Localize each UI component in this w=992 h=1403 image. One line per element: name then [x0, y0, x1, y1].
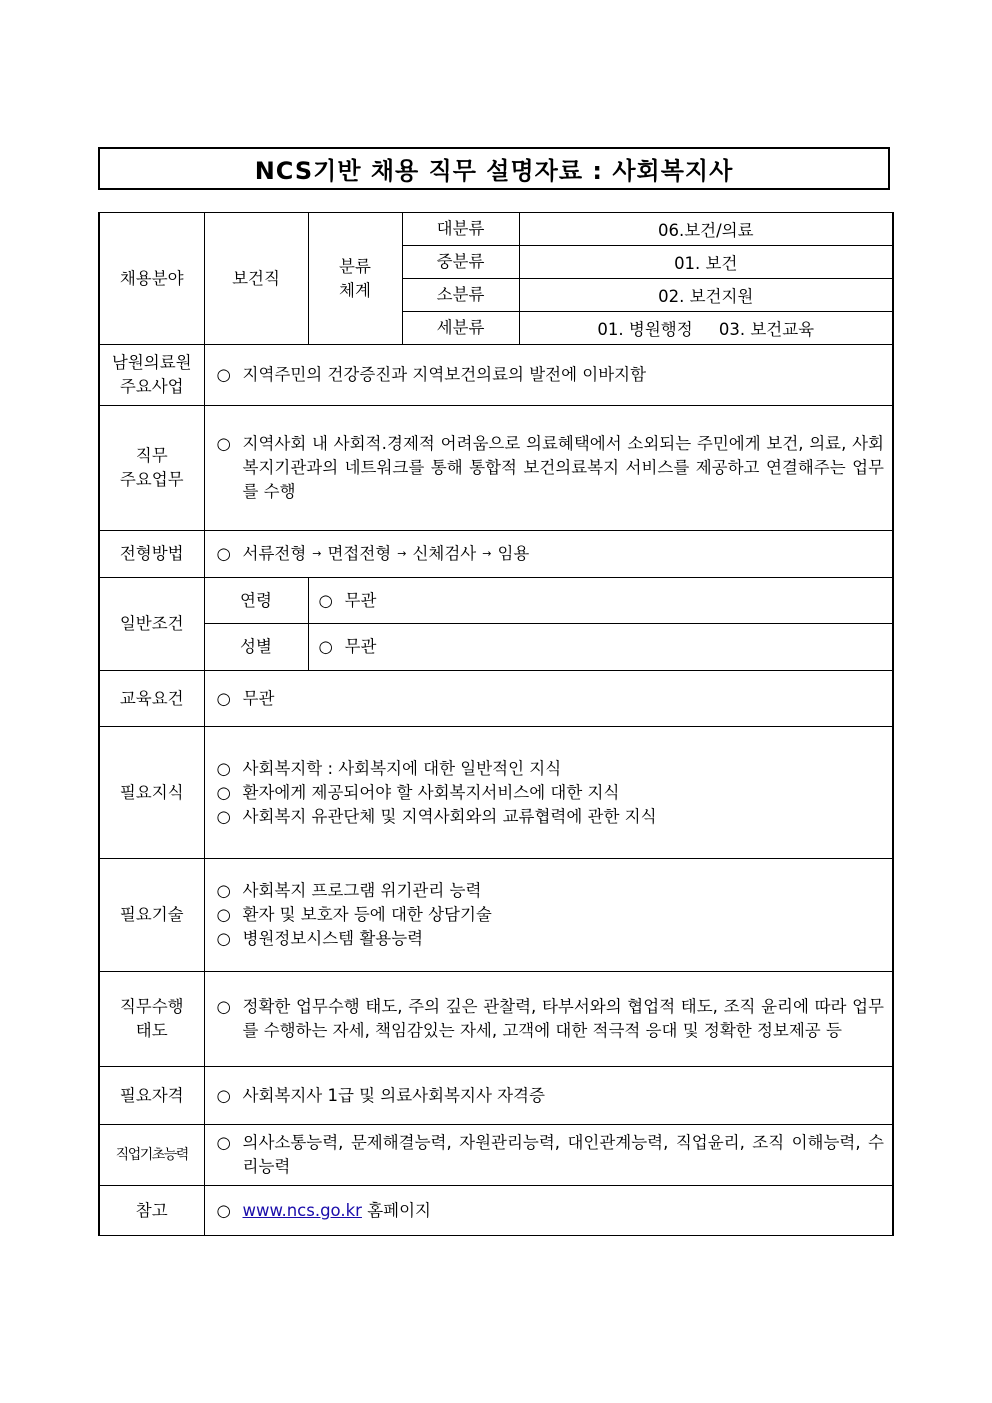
list-item: ○ 환자에게 제공되어야 할 사회복지서비스에 대한 지식 [217, 781, 885, 805]
class-level-detail: 세분류 [402, 312, 519, 345]
class-level-middle: 중분류 [402, 246, 519, 279]
class-value-minor: 02. 보건지원 [519, 279, 893, 312]
step-4: 임용 [497, 543, 530, 563]
bullet-icon: ○ [216, 1085, 231, 1105]
skills-label: 필요기술 [99, 859, 204, 972]
bullet-icon: ○ [216, 806, 231, 826]
general-label: 일반조건 [99, 578, 204, 671]
step-1: 서류전형 [242, 543, 307, 563]
skills-content [204, 859, 893, 972]
class-level-minor: 소분류 [402, 279, 519, 312]
list-item: ○ 사회복지학 : 사회복지에 대한 일반적인 지식 [217, 757, 885, 781]
bullet-icon: ○ [216, 782, 231, 802]
education-content [204, 671, 893, 727]
bullet-icon: ○ [216, 543, 231, 563]
reference-content [204, 1186, 893, 1236]
duty-content [204, 406, 893, 531]
process-steps [217, 542, 885, 567]
process-content [204, 531, 893, 578]
bullet-icon: ○ [216, 688, 231, 708]
class-value-middle: 01. 보건 [519, 246, 893, 279]
attitude-content [204, 972, 893, 1067]
classification-label: 분류 체계 [308, 213, 402, 345]
competency-label: 직업기초능력 [99, 1125, 204, 1186]
list-item: ○ 환자 및 보호자 등에 대한 상담기술 [217, 903, 885, 927]
arrow-right-icon: → [397, 547, 407, 561]
business-content [204, 345, 893, 406]
list-item: ○ 사회복지 프로그램 위기관리 능력 [217, 879, 885, 903]
class-level-major: 대분류 [402, 213, 519, 246]
job-description-table [98, 212, 894, 1236]
list-item: ○ 사회복지 유관단체 및 지역사회와의 교류협력에 관한 지식 [217, 805, 885, 829]
bullet-icon: ○ [216, 905, 231, 924]
knowledge-content [204, 727, 893, 859]
list-item: ○ 지역주민의 건강증진과 지역보건의료의 발전에 이바지함 [217, 363, 885, 387]
business-label: 남원의료원 주요사업 [99, 345, 204, 406]
reference-label: 참고 [99, 1186, 204, 1236]
step-3: 신체검사 [412, 543, 477, 563]
bullet-icon: ○ [318, 590, 333, 610]
class-value-major: 06.보건/의료 [519, 213, 893, 246]
list-item: ○ 병원정보시스템 활용능력 [217, 927, 885, 951]
bullet-icon: ○ [216, 997, 231, 1016]
knowledge-label: 필요지식 [99, 727, 204, 859]
reference-suffix: 홈페이지 [361, 1200, 431, 1220]
bullet-icon: ○ [216, 434, 231, 453]
bullet-icon: ○ [216, 758, 231, 778]
gender-value: ○ 무관 [308, 624, 893, 671]
list-item: ○ 사회복지사 1급 및 의료사회복지사 자격증 [217, 1084, 885, 1108]
age-value: ○ 무관 [308, 578, 893, 624]
qualification-label: 필요자격 [99, 1067, 204, 1125]
education-label: 교육요건 [99, 671, 204, 727]
process-label: 전형방법 [99, 531, 204, 578]
gender-label: 성별 [204, 624, 308, 671]
bullet-icon: ○ [318, 637, 333, 656]
bullet-icon: ○ [216, 1200, 231, 1220]
bullet-icon: ○ [216, 881, 231, 900]
bullet-icon: ○ [216, 365, 231, 384]
arrow-right-icon: → [482, 547, 492, 561]
bullet-icon: ○ [216, 929, 231, 948]
list-item: ○ 정확한 업무수행 태도, 주의 깊은 관찰력, 타부서와의 협업적 태도, 조직 윤리에 따라 업무를 수행하는 자세, 책임감있는 자세, 고객에 대한 적극적 응대 및 정확한 정보제공 등 [216, 997, 884, 1040]
step-2: 면접전형 [327, 543, 392, 563]
competency-content [204, 1125, 893, 1186]
field-value: 보건직 [204, 213, 308, 345]
ncs-website-link[interactable]: www.ncs.go.kr [242, 1200, 362, 1220]
list-item: ○ 지역사회 내 사회적․경제적 어려움으로 의료혜택에서 소외되는 주민에게 보건, 의료, 사회복지기관과의 네트워크를 통해 통합적 보건의료복지 서비스를 제공하고 연결해주는 업무를 수행 [216, 434, 884, 501]
age-label: 연령 [204, 578, 308, 624]
arrow-right-icon: → [312, 547, 322, 561]
class-value-detail: 01. 병원행정 03. 보건교육 [519, 312, 893, 345]
duty-label: 직무 주요업무 [99, 406, 204, 531]
qualification-content [204, 1067, 893, 1125]
bullet-icon: ○ [216, 1133, 231, 1152]
field-label: 채용분야 [99, 213, 204, 345]
list-item: ○ 의사소통능력, 문제해결능력, 자원관리능력, 대인관계능력, 직업윤리, 조직 이해능력, 수리능력 [216, 1133, 884, 1176]
attitude-label: 직무수행 태도 [99, 972, 204, 1067]
list-item: ○ 무관 [217, 687, 885, 711]
page-title: NCS기반 채용 직무 설명자료 : 사회복지사 [98, 147, 890, 190]
